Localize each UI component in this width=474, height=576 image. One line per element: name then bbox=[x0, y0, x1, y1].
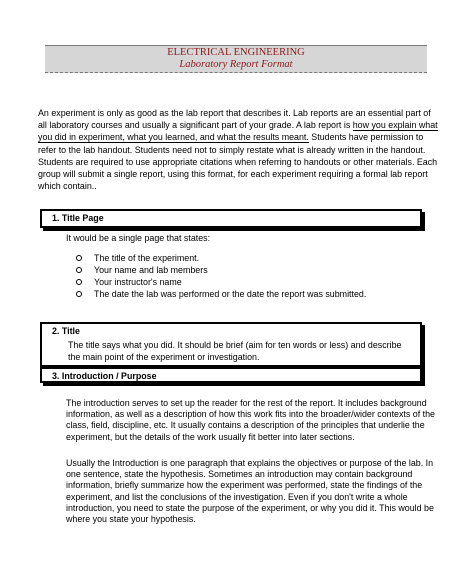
title-page-lead: It would be a single page that states: bbox=[66, 233, 211, 243]
bullet-icon bbox=[76, 279, 82, 285]
list-item: The title of the experiment. bbox=[74, 252, 366, 264]
section-body: The title says what you did. It should be brief (aim for ten words or less) and describe the main point of the experiment or investigation. bbox=[68, 340, 402, 362]
intro-paragraph bbox=[38, 107, 438, 192]
introduction-paragraph-1: The introduction serves to set up the reader for the rest of the report. It includes background information, as well as a description of how this work fits into the broader/wider contexts of the class, field, discipline, etc. It usually contains a description of the principles that underlie the experiment, but the details of the work usually fit better into later sections. bbox=[66, 398, 435, 442]
page-fade bbox=[0, 560, 474, 576]
intro-text-end: Students have permission to refer to the lab handout. Students need not to simply restate what is already written in the handout. Students are required to use appropriate citations when referring to handouts or other materials. Each group will submit a single report, using this format, for each experiment requiring a formal lab report which contain.. bbox=[38, 132, 438, 192]
list-item: The date the lab was performed or the date the report was submitted. bbox=[74, 288, 366, 300]
document-title-box bbox=[45, 45, 427, 73]
title-page-list bbox=[74, 252, 366, 300]
list-item: Your name and lab members bbox=[74, 264, 366, 276]
section-introduction bbox=[40, 367, 422, 383]
section-title-page bbox=[40, 209, 422, 228]
section-heading: 3. Introduction / Purpose bbox=[52, 371, 157, 381]
bullet-icon bbox=[76, 255, 82, 261]
section-title bbox=[40, 322, 422, 367]
document-subtitle: Laboratory Report Format bbox=[179, 59, 293, 70]
introduction-paragraph-2: Usually the Introduction is one paragraph that explains the objectives or purpose of the lab. In one sentence, state the hypothesis. Sometimes an introduction may contain background information, briefly summarize how the experiment was performed, state the findings of the experiment, and list the conclusions of the investigation. Even if you don't write a whole introduction, you need to state the purpose of the experiment, or why you did it. This would be where you state your hypothesis. bbox=[66, 458, 434, 525]
section-heading: 1. Title Page bbox=[52, 213, 104, 223]
intro-text-start: An experiment is only as good as the lab report that describes it. Lab reports are an essential part of all laboratory courses and usually a significant part of your grade. A lab report is bbox=[38, 108, 431, 131]
document-title: ELECTRICAL ENGINEERING bbox=[167, 47, 305, 58]
section-heading: 2. Title bbox=[52, 326, 80, 336]
bullet-icon bbox=[76, 267, 82, 273]
bullet-icon bbox=[76, 291, 82, 297]
intro-underlined-text: how you explain what you did in experiment, what you learned, and what the results meant. bbox=[38, 120, 438, 143]
list-item: Your instructor's name bbox=[74, 276, 366, 288]
